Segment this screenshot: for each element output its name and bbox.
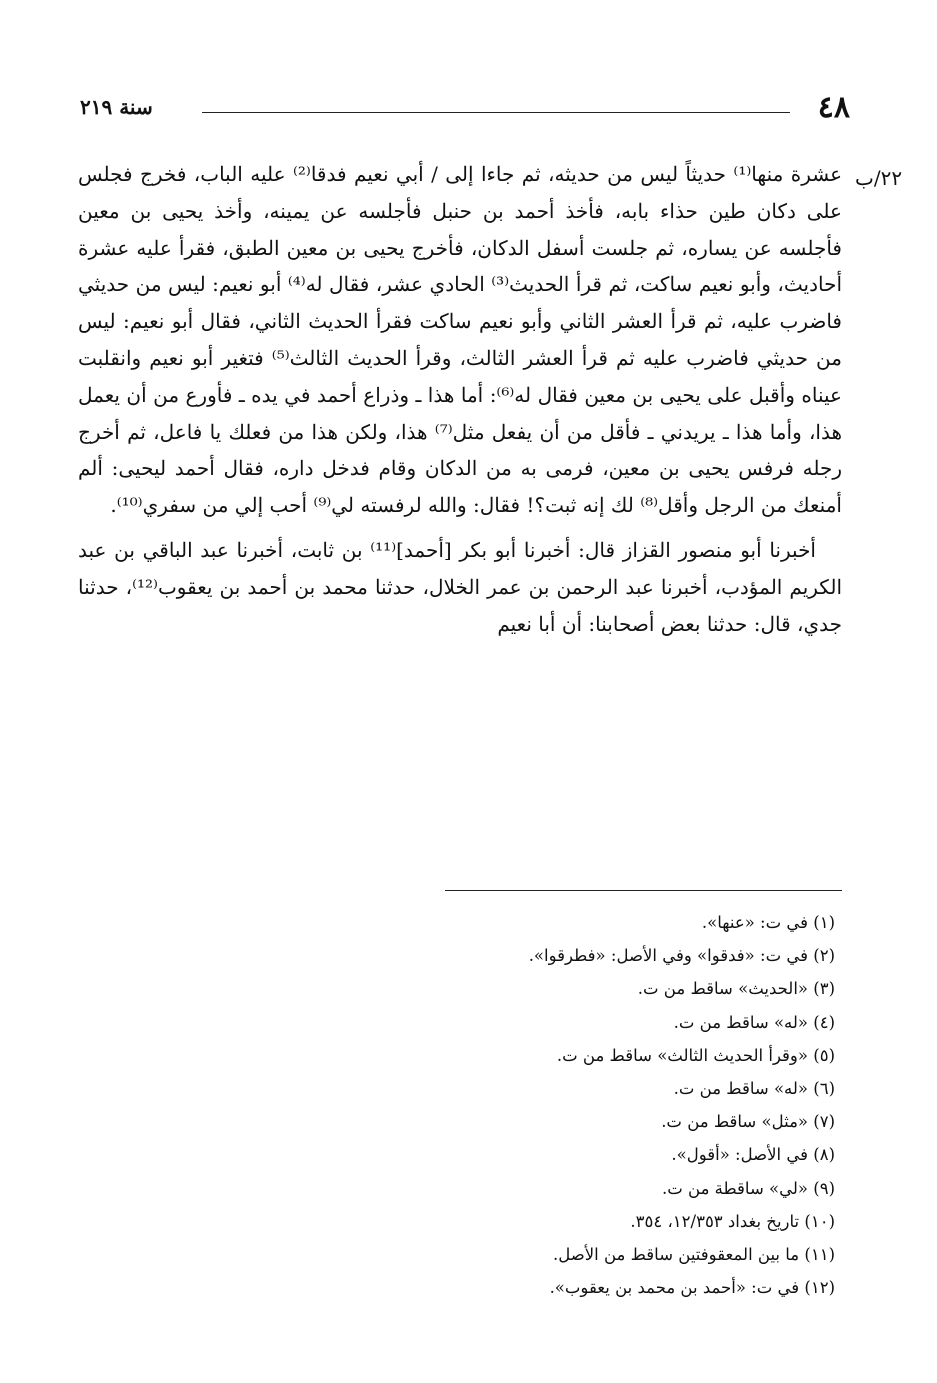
page-header [80, 88, 850, 132]
footnotes-list [300, 906, 835, 1304]
footnote-separator [445, 890, 842, 891]
manuscript-folio-ref: ٢٢/ب [855, 166, 903, 190]
footnote-10: (١٠) تاريخ بغداد ١٢/٣٥٣، ٣٥٤. [630, 1211, 835, 1231]
footnote-2: (٢) في ت: «فدقوا» وفي الأصل: «فطرقوا». [528, 946, 835, 966]
page-number: ٤٨ [817, 90, 850, 125]
footnote-11: (١١) ما بين المعقوفتين ساقط من الأصل. [552, 1245, 835, 1265]
running-head: سنة ٢١٩ [80, 95, 153, 119]
paragraph-1: عشرة منها⁽¹⁾ حديثاً ليس من حديثه، ثم جاءا إلى / أبي نعيم فدقا⁽²⁾ عليه الباب، فخرج فجلس على دكان طين حذاء بابه، فأخذ أحمد بن حنبل فأجلسه عن يمينه، وأخذ يحيى بن معين فأجلسه عن يساره، ثم جلست أسفل الدكان، فأخرج يحيى بن معين الطبق، فقرأ عليه عشرة أحاديث، وأبو نعيم ساكت، ثم قرأ الحديث⁽³⁾ الحادي عشر، فقال له⁽⁴⁾ أبو نعيم: ليس من حديثي فاضرب عليه، ثم قرأ العشر الثاني وأبو نعيم ساكت فقرأ الحديث الثاني، فقال أبو نعيم: ليس من حديثي فاضرب عليه ثم قرأ العشر الثالث، وقرأ الحديث الثالث⁽⁵⁾ فتغير أبو نعيم وانقلبت عيناه وأقبل على يحيى بن معين فقال له⁽⁶⁾: أما هذا ـ وذراع أحمد في يده ـ فأورع من أن يعمل هذا، وأما هذا ـ يريدني ـ فأقل من أن يفعل مثل⁽⁷⁾ هذا، ولكن هذا من فعلك يا فاعل، ثم أخرج رجله فرفس يحيى بن معين، فرمى به من الدكان وقام فدخل داره، فقال أحمد ليحيى: ألم أمنعك من الرجل وأقل⁽⁸⁾ لك إنه ثبت؟! فقال: والله لرفسته لي⁽⁹⁾ أحب إلي من سفري⁽¹⁰⁾. [78, 162, 843, 518]
footnote-5: (٥) «وقرأ الحديث الثالث» ساقط من ت. [556, 1045, 835, 1065]
footnote-8: (٨) في الأصل: «أقول». [671, 1145, 835, 1165]
footnote-6: (٦) «له» ساقط من ت. [673, 1079, 835, 1099]
header-rule [202, 112, 790, 113]
footnote-7: (٧) «مثل» ساقط من ت. [661, 1112, 835, 1132]
footnote-4: (٤) «له» ساقط من ت. [673, 1012, 835, 1032]
footnote-3: (٣) «الحديث» ساقط من ت. [637, 979, 835, 999]
footnote-1: (١) في ت: «عنها». [701, 913, 835, 932]
paragraph-2: أخبرنا أبو منصور القزاز قال: أخبرنا أبو بكر [أحمد]⁽¹¹⁾ بن ثابت، أخبرنا عبد الباقي بن عبد الكريم المؤدب، أخبرنا عبد الرحمن بن عمر الخلال، حدثنا محمد بن أحمد بن يعقوب⁽¹²⁾، حدثنا جدي، قال: حدثنا بعض أصحابنا: أن أبا نعيم [78, 537, 843, 636]
main-text [78, 156, 842, 642]
footnote-9: (٩) «لي» ساقطة من ت. [662, 1178, 835, 1198]
footnote-12: (١٢) في ت: «أحمد بن محمد بن يعقوب». [549, 1278, 835, 1298]
